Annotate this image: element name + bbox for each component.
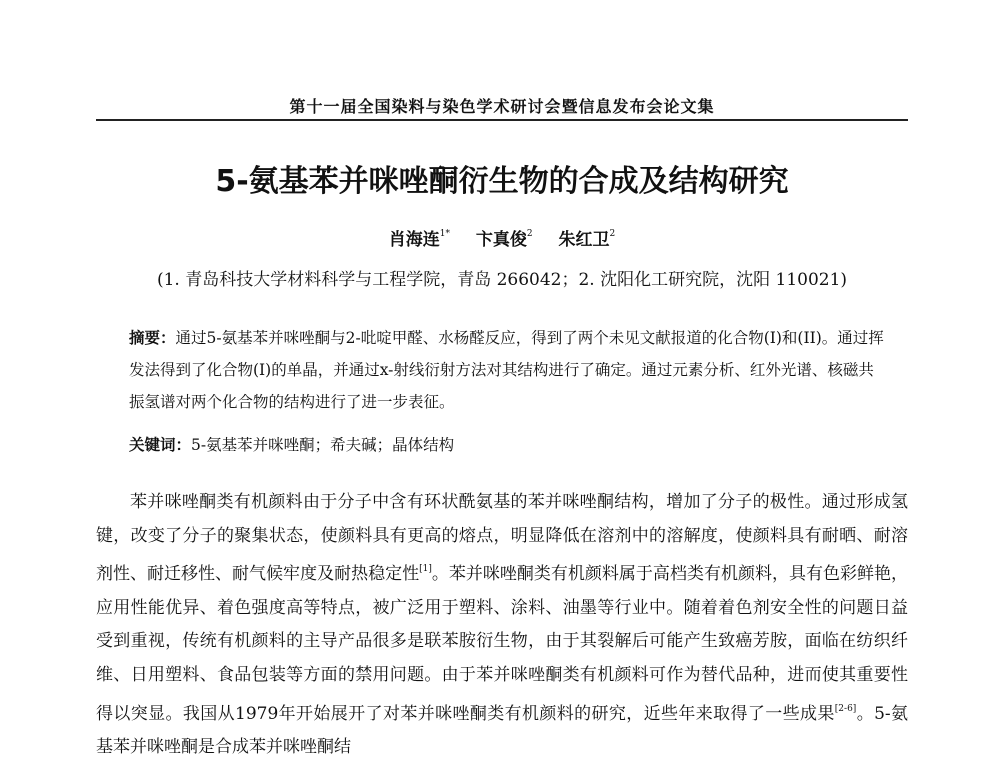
author bbox=[389, 230, 450, 250]
citation: [1] bbox=[419, 564, 432, 575]
author-affiliation-mark: 2 bbox=[526, 229, 533, 239]
author-affiliation-mark: 1* bbox=[439, 229, 450, 239]
body-text-segment: 。苯并咪唑酮类有机颜料属于高档类有机颜料，具有色彩鲜艳，应用性能优异、着色强度高等特点，被广泛用于塑料、涂料、油墨等行业中。随着着色剂安全性的问题日益受到重视，传统有机颜料的主导产品很多是联苯胺衍生物，由于其裂解后可能产生致癌芳胺，面临在纺织纤维、日用塑料、食品包装等方面的禁用问题。由于苯并咪唑酮类有机颜料可作为替代品种，进而使其重要性得以突显。我国从1979年开始展开了对苯并咪唑酮类有机颜料的研究，近些年来取得了一些成果 bbox=[96, 564, 909, 724]
body-text-segment: 。5-氨基苯并咪唑酮是合成苯并咪唑酮结 bbox=[96, 703, 909, 758]
keywords-text: 5-氨基苯并咪唑酮；希夫碱；晶体结构 bbox=[191, 436, 455, 454]
abstract-label: 摘要： bbox=[129, 328, 176, 347]
affiliation: (1. 青岛科技大学材料科学与工程学院，青岛 266042；2. 沈阳化工研究院，沈阳 110021) bbox=[156, 270, 848, 290]
author-name: 朱红卫 bbox=[558, 230, 610, 250]
author bbox=[476, 230, 533, 250]
body-text-segment: 苯并咪唑酮类有机颜料由于分子中含有环状酰氨基的苯并咪唑酮结构，增加了分子的极性。通过形成氢键，改变了分子的聚集状态，使颜料具有更高的熔点，明显降低在溶剂中的溶解度，使颜料具有耐晒、耐溶剂性、耐迁移性、耐气候牢度及耐热稳定性 bbox=[96, 492, 908, 585]
author-list bbox=[96, 225, 908, 250]
body-paragraph bbox=[96, 486, 908, 765]
keywords bbox=[129, 429, 889, 461]
body-text bbox=[96, 486, 908, 765]
running-head: 第十一届全国染料与染色学术研讨会暨信息发布会论文集 bbox=[289, 97, 715, 116]
abstract bbox=[129, 322, 889, 418]
citation: [2-6] bbox=[834, 703, 857, 714]
author bbox=[559, 230, 616, 250]
keywords-label: 关键词： bbox=[129, 435, 192, 454]
author-name: 肖海连 bbox=[388, 230, 440, 250]
header-rule bbox=[96, 119, 908, 121]
abstract-text: 通过5-氨基苯并咪唑酮与2-吡啶甲醛、水杨醛反应，得到了两个未见文献报道的化合物(I)和(II)。通过挥发法得到了化合物(I)的单晶，并通过x-射线衍射方法对其结构进行了确定。通过元素分析、红外光谱、核磁共振氢谱对两个化合物的结构进行了进一步表征。 bbox=[129, 329, 884, 411]
author-affiliation-mark: 2 bbox=[609, 229, 616, 239]
author-name: 卞真俊 bbox=[475, 230, 527, 250]
paper-title: 5-氨基苯并咪唑酮衍生物的合成及结构研究 bbox=[215, 164, 789, 199]
